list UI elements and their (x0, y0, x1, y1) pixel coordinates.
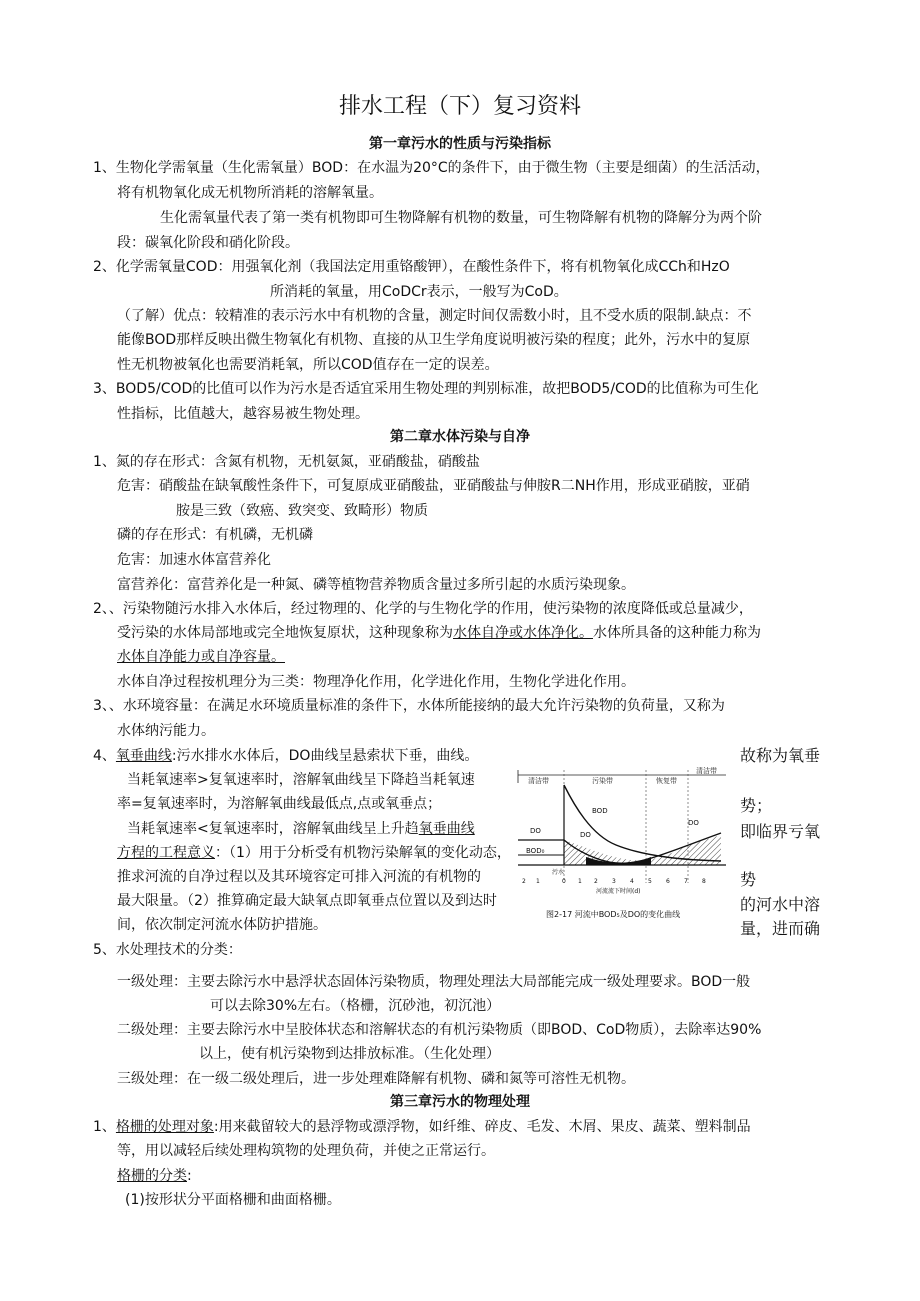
ch2-o-line1-c: :污水排水水体后，DO曲线呈悬索状下垂，曲线。 (171, 748, 479, 764)
ch2-side-text-5: 的河水中溶 (740, 895, 821, 914)
ch3-g-line2: 等，用以减轻后续处理构筑物的处理负荷，并使之正常运行。 (117, 1143, 495, 1159)
ch3-g-line3-colon: : (187, 1168, 192, 1184)
ch2-t-line4: 二级处理：主要去除污水中呈胶体状态和溶解状态的有机污染物质（即BOD、CoD物质），去除率达90% (117, 1022, 762, 1038)
page-title: 排水工程（下）复习资料 (338, 94, 581, 119)
x-tick-6: 4 (630, 878, 634, 885)
x-axis-label: 河流流下时间(d) (596, 888, 641, 895)
zone-label-clean-2: 清洁带 (696, 767, 717, 775)
ch1-p1-line4: 段：碳氧化阶段和硝化阶段。 (117, 235, 299, 251)
ch1-p3-line1: 3、BOD5/COD的比值可以作为污水是否适宜采用生物处理的判别标准，故把BOD5/COD的比值称为可生化 (93, 381, 759, 397)
ch2-n-line3: 胺是三致（致癌、致突变、致畸形）物质 (176, 503, 428, 519)
oxygen-sag-figure (516, 765, 728, 930)
ch2-o-num: 4、 (93, 748, 116, 764)
chapter-1-heading: 第一章污水的性质与污染指标 (369, 136, 551, 152)
ch2-o-line7: 最大限量。（2）推算确定最大缺氧点即氧垂点位置以及到达时 (117, 893, 497, 909)
ch2-t-line1: 5、水处理技术的分类： (93, 942, 242, 958)
ch2-s-line1: 2、、污染物随污水排入水体后，经过物理的、化学的与生物化学的作用，使污染物的浓度降低或总量减少， (93, 601, 753, 617)
ch3-g-num: 1、 (93, 1119, 116, 1135)
ch2-side-text-4: 势 (740, 870, 757, 889)
zone-label-polluted: 污染带 (592, 777, 613, 785)
ch2-s-line4: 水体自净过程按机理分为三类：物理净化作用，化学进化作用，生物化学进化作用。 (117, 674, 635, 690)
ch3-screen-class-term: 格栅的分类 (117, 1168, 187, 1184)
x-tick-8: 6 (666, 878, 670, 885)
ch1-p2-line1: 2、化学需氧量COD：用强氧化剂（我国法定用重铬酸钾），在酸性条件下，将有机物氧化成CCh和HzO (93, 259, 730, 275)
ch1-p2-line5: 性无机物被氧化也需要消耗氧，所以COD值存在一定的误差。 (117, 357, 499, 373)
zone-label-recovery: 恢复带 (656, 777, 677, 785)
x-tick-5: 3 (612, 878, 616, 885)
ch3-g-line4: (1)按形状分平面格栅和曲面格栅。 (125, 1192, 341, 1208)
ch2-o-line4 (127, 817, 475, 841)
chapter-3-heading: 第三章污水的物理处理 (390, 1094, 530, 1110)
ch1-p2-line4: 能像BOD那样反映出微生物氧化有机物、直接的从卫生学角度说明被污染的程度；此外，污水中的复原 (117, 332, 751, 348)
ch2-o-line5 (117, 841, 511, 865)
ch2-oxygen-sag-term-2: 氧垂曲线 (418, 821, 475, 837)
ch2-o-line1 (93, 744, 478, 768)
bod0-label: BOD₀ (526, 847, 545, 855)
ch2-engineering-meaning-term: 方程的工程意义 (117, 845, 215, 861)
ch2-n-line6: 富营养化：富营养化是一种氮、磷等植物营养物质含量过多所引起的水质污染现象。 (117, 577, 635, 593)
ch2-t-line2: 一级处理：主要去除污水中悬浮状态固体污染物质，物理处理法大局部能完成一级处理要求。BOD一般 (117, 974, 751, 990)
ch2-n-line4: 磷的存在形式：有机磷，无机磷 (117, 527, 313, 543)
x-tick-2: 0 (562, 878, 566, 885)
do-label-right: DO (688, 819, 699, 827)
ch1-p1-line1: 1、生物化学需氧量（生化需氧量）BOD：在水温为20°C的条件下，由于微生物（主要是细菌）的生活活动， (93, 160, 770, 176)
do-label-mid: DO (580, 831, 591, 839)
ch3-g-line1-c: :用来截留较大的悬浮物或漂浮物，如纤维、碎皮、毛发、木屑、果皮、蔬菜、塑料制品 (213, 1119, 751, 1135)
ch2-o-line2: 当耗氧速率>复氧速率时，溶解氧曲线呈下降趋当耗氧速 (127, 772, 475, 788)
ch3-screen-object-term: 格栅的处理对象 (115, 1119, 214, 1135)
x-tick-3: 1 (578, 878, 582, 885)
x-tick-1: 1 (536, 878, 540, 885)
do-label-left: DO (530, 827, 541, 835)
ch3-g-line1 (93, 1115, 751, 1139)
ch2-side-text-6: 量，进而确 (740, 919, 821, 938)
ch2-oxygen-sag-term: 氧垂曲线 (115, 748, 172, 764)
ch2-o-line8: 间，依次制定河流水体防护措施。 (117, 917, 327, 933)
ch2-t-line5: 以上，使有机污染物到达排放标准。（生化处理） (199, 1046, 500, 1062)
bod-curve-label: BOD (592, 807, 608, 815)
ch2-t-line6: 三级处理：在一级二级处理后，进一步处理难降解有机物、磷和氮等可溶性无机物。 (117, 1071, 635, 1087)
ch3-g-line3 (117, 1164, 192, 1188)
ch1-p1-line3: 生化需氧量代表了第一类有机物即可生物降解有机物的数量，可生物降解有机物的降解分为两个阶 (160, 210, 762, 226)
x-tick-0: 2 (522, 878, 526, 885)
x-tick-9: 7 (684, 878, 688, 885)
ch2-o-line4-a: 当耗氧速率<复氧速率时，溶解氧曲线呈上升趋 (127, 821, 419, 837)
ch2-side-text-3: 即临界亏氧 (740, 822, 821, 841)
chapter-2-heading: 第二章水体污染与自净 (390, 429, 530, 445)
ch2-e-line2: 水体纳污能力。 (117, 723, 215, 739)
ch2-n-line5: 危害：加速水体富营养化 (117, 552, 271, 568)
ch1-p3-line2: 性指标，比值越大，越容易被生物处理。 (117, 406, 369, 422)
x-axis-ticks (522, 878, 706, 885)
ch2-s-line2-a: 受污染的水体局部地或完全地恢复原状，这种现象称为 (117, 625, 453, 641)
ch2-n-line1: 1、氮的存在形式：含氮有机物，无机氨氮，亚硝酸盐，硝酸盐 (93, 454, 480, 470)
ch2-s-line2 (117, 621, 761, 645)
ch2-o-line3: 率=复氧速率时，为溶解氧曲线最低点,点或氧垂点； (117, 796, 442, 812)
ch1-p2-line3: （了解）优点：较精准的表示污水中有机物的含量，测定时间仅需数小时，且不受水质的限制.缺点：不 (117, 308, 752, 324)
x-tick-10: 8 (702, 878, 706, 885)
ch2-s-line2-c: 水体所具备的这种能力称为 (593, 625, 761, 641)
ch1-p2-line2: 所消耗的氧量，用CoDCr表示，一般写为CoD。 (270, 284, 568, 300)
ch2-side-text-2: 势； (740, 796, 773, 815)
x-tick-4: 2 (594, 878, 598, 885)
ch2-side-text-1: 故称为氧垂 (740, 746, 821, 765)
sewage-label: 污水 (552, 869, 565, 876)
ch2-self-purification-capacity: 水体自净能力或自净容量。 (117, 649, 285, 665)
zone-label-clean: 清洁带 (528, 777, 549, 785)
ch2-e-line1: 3、、水环境容量：在满足水环境质量标准的条件下，水体所能接纳的最大允许污染物的负荷量，又称为 (93, 698, 725, 714)
figure-caption: 图2-17 河流中BOD₅及DO的变化曲线 (546, 910, 681, 919)
ch2-self-purification-term: 水体自净或水体净化。 (453, 625, 593, 641)
ch2-n-line2: 危害：硝酸盐在缺氧酸性条件下，可复原成亚硝酸盐，亚硝酸盐与伸胺R二NH作用，形成亚硝胺，亚硝 (117, 478, 750, 494)
ch2-o-line5-b: ：（1）用于分析受有机物污染解氧的变化动态， (215, 845, 511, 861)
ch2-t-line3: 可以去除30%左右。（格栅，沉砂池，初沉池） (210, 998, 501, 1014)
x-tick-7: 5 (648, 878, 652, 885)
ch2-o-line6: 推求河流的自净过程以及其环境容定可排入河流的有机物的 (117, 869, 481, 885)
ch1-p1-line2: 将有机物氧化成无机物所消耗的溶解氧量。 (117, 185, 383, 201)
oxygen-sag-figure-svg (516, 765, 728, 930)
